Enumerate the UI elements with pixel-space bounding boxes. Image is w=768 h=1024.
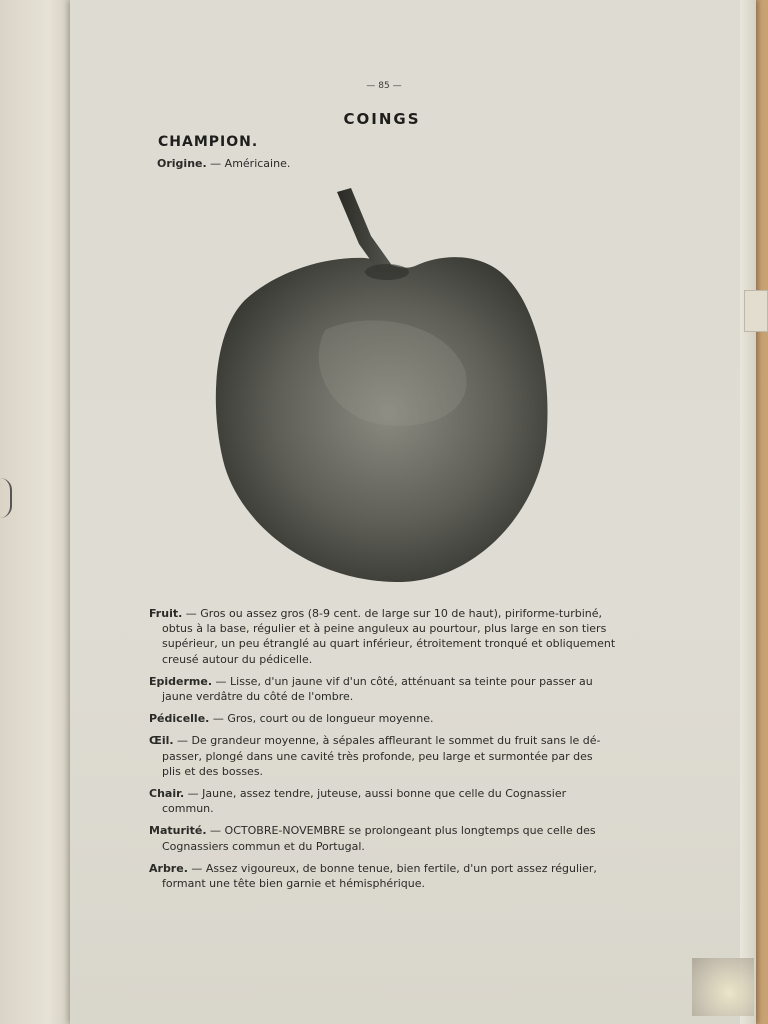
desc-chair xyxy=(149,786,607,816)
desc-text: obtus à la base, régulier et à peine anguleux au pourtour, plus large en son tiers xyxy=(162,622,607,636)
desc-text: formant une tête bien garnie et hémisphérique. xyxy=(162,877,425,891)
desc-text: jaune verdâtre du côté de l'ombre. xyxy=(162,690,354,704)
page-stack-edge xyxy=(740,0,756,1024)
desc-label: Fruit. xyxy=(149,607,183,620)
desc-label: Pédicelle. xyxy=(149,712,210,726)
desc-text: — Gros ou assez gros (8-9 cent. de large sur 10 de haut), piriforme-turbiné, xyxy=(182,607,602,620)
desc-pedicelle xyxy=(149,711,607,726)
quince-stem-cavity xyxy=(365,264,409,280)
corner-watermark-thumbnail xyxy=(692,958,754,1016)
left-page-edge xyxy=(0,0,80,1024)
desc-text: plis et des bosses. xyxy=(162,764,264,778)
page-tab-marker xyxy=(744,290,768,332)
desc-text: Cognassiers commun et du Portugal. xyxy=(162,839,365,853)
desc-text: — Assez vigoureux, de bonne tenue, bien fertile, d'un port assez régulier, xyxy=(187,861,597,875)
left-page-illustration-fragment xyxy=(0,478,12,518)
desc-label: Maturité. xyxy=(149,824,207,838)
desc-text: supérieur, un peu étranglé au quart inférieur, étroitement tronqué et obliquement xyxy=(162,637,616,651)
desc-text: passer, plongé dans une cavité très profonde, peu large et surmontée par des xyxy=(162,749,593,763)
desc-maturite xyxy=(149,823,607,853)
origin-line xyxy=(157,157,290,170)
origin-value: — Américaine. xyxy=(206,157,291,170)
origin-label: Origine. xyxy=(157,157,207,170)
desc-label: Œil. xyxy=(149,734,174,748)
desc-text: — Lisse, d'un jaune vif d'un côté, atténuant sa teinte pour passer au xyxy=(212,674,593,688)
desc-epiderme xyxy=(149,674,607,704)
desc-label: Chair. xyxy=(149,787,185,801)
desc-oeil xyxy=(149,733,607,779)
desc-text: — Jaune, assez tendre, juteuse, aussi bonne que celle du Cognassier xyxy=(184,787,567,801)
page-title: COINGS xyxy=(343,110,421,128)
quince-photograph xyxy=(205,180,555,590)
desc-text: — OCTOBRE-NOVEMBRE se prolongeant plus longtemps que celle des xyxy=(206,824,596,838)
desc-arbre xyxy=(149,861,607,891)
desc-text: creusé autour du pédicelle. xyxy=(162,652,313,666)
desc-text: commun. xyxy=(162,802,214,816)
desc-label: Arbre. xyxy=(149,861,188,875)
variety-name: CHAMPION. xyxy=(158,134,259,150)
desc-text: — Gros, court ou de longueur moyenne. xyxy=(209,712,434,726)
page-number: — 85 — xyxy=(366,81,402,91)
desc-label: Epiderme. xyxy=(149,674,213,688)
desc-fruit xyxy=(149,606,616,667)
desc-text: — De grandeur moyenne, à sépales affleurant le sommet du fruit sans le dé- xyxy=(173,734,601,748)
description-list xyxy=(149,606,616,898)
